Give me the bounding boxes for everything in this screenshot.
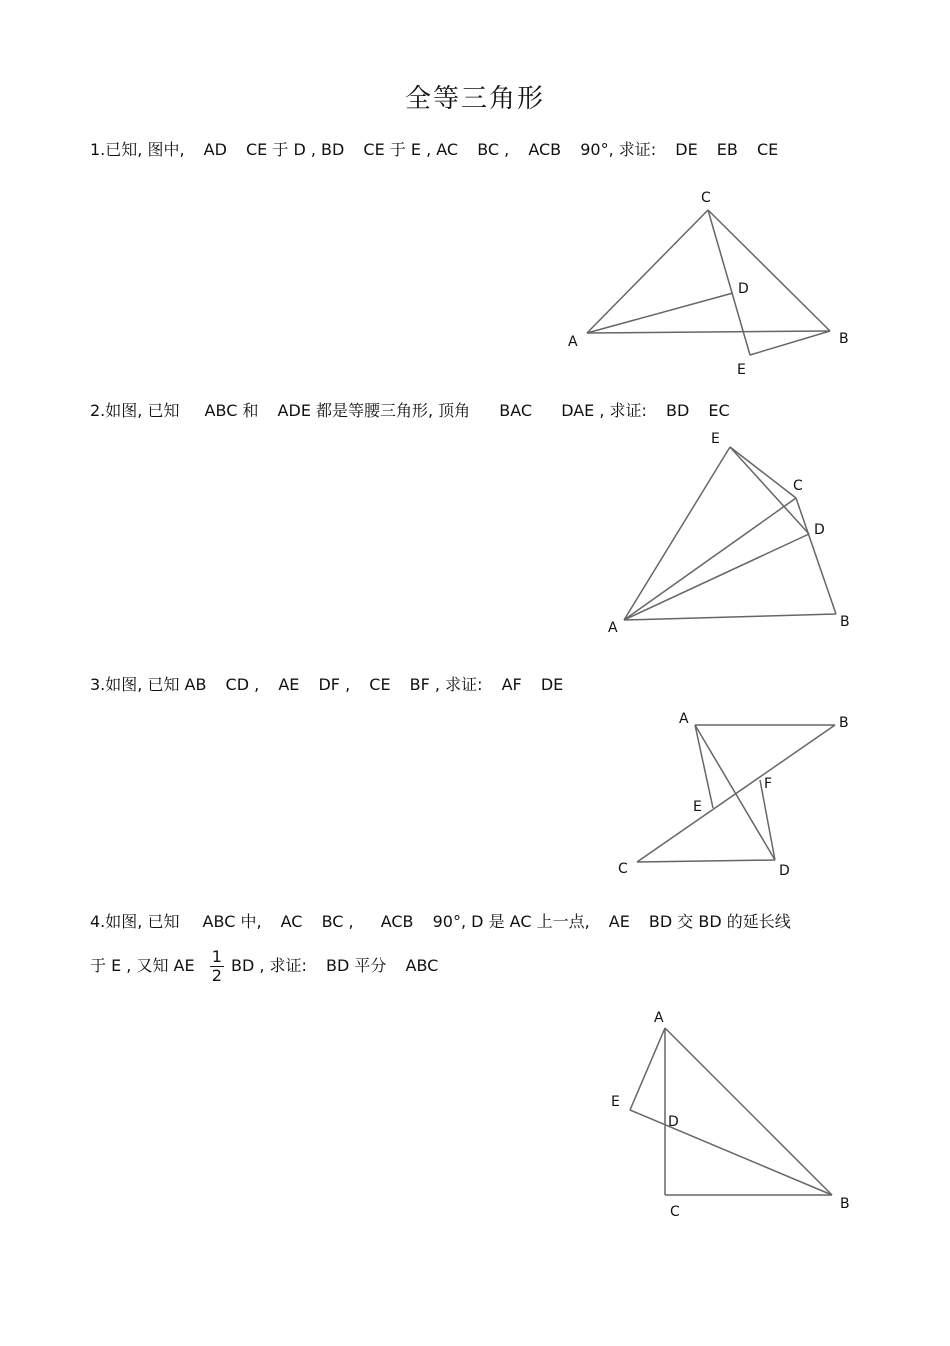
- fig2-label-d: D: [814, 522, 825, 538]
- fraction-one-half: $\frac{1}{2}$: [211, 947, 222, 985]
- fig2-label-e: E: [711, 431, 720, 447]
- figure-3: [610, 705, 860, 885]
- fig4-label-c: C: [670, 1204, 680, 1220]
- fig2-label-b: B: [840, 614, 850, 630]
- fig3-label-e: E: [693, 799, 702, 815]
- fig3-label-b: B: [839, 715, 849, 731]
- figure-2: [600, 425, 860, 640]
- fig1-label-e: E: [737, 362, 746, 378]
- fig4-label-b: B: [840, 1196, 850, 1212]
- problem-3-statement: 3.如图, 已知 AB CD , AE DF , CE BF , 求证: AF DE: [90, 675, 564, 694]
- figure-4: [600, 1000, 860, 1230]
- figure-1: [560, 180, 860, 380]
- fig3-label-c: C: [618, 861, 628, 877]
- fig4-label-a: A: [654, 1010, 664, 1026]
- fig4-label-e: E: [611, 1094, 620, 1110]
- problem-1-statement: 1.已知, 图中, AD CE 于 D , BD CE 于 E , AC BC , ACB 90°, 求证: DE EB CE: [90, 140, 779, 159]
- fig1-label-c: C: [701, 190, 711, 206]
- problem-4-statement-line-1: 4.如图, 已知 ABC 中, AC BC , ACB 90°, D 是 AC 上一点, AE BD 交 BD 的延长线: [90, 912, 791, 931]
- fig1-label-b: B: [839, 331, 849, 347]
- problem-2-statement: 2.如图, 已知 ABC 和 ADE 都是等腰三角形, 顶角 BAC DAE , 求证: BD EC: [90, 401, 730, 420]
- fig3-label-a: A: [679, 711, 689, 727]
- fig4-label-d: D: [668, 1114, 679, 1130]
- page-title: 全等三角形: [404, 84, 545, 114]
- fig3-label-f: F: [764, 776, 773, 792]
- fig1-label-d: D: [738, 281, 749, 297]
- problem-4-statement-line-2: 于 E , 又知 AE $\frac{1}{2}$ BD , 求证: BD 平分 ABC: [90, 947, 439, 985]
- fig3-label-d: D: [779, 863, 790, 879]
- fig2-label-a: A: [608, 620, 618, 636]
- fig2-label-c: C: [793, 478, 803, 494]
- fig1-label-a: A: [568, 334, 578, 350]
